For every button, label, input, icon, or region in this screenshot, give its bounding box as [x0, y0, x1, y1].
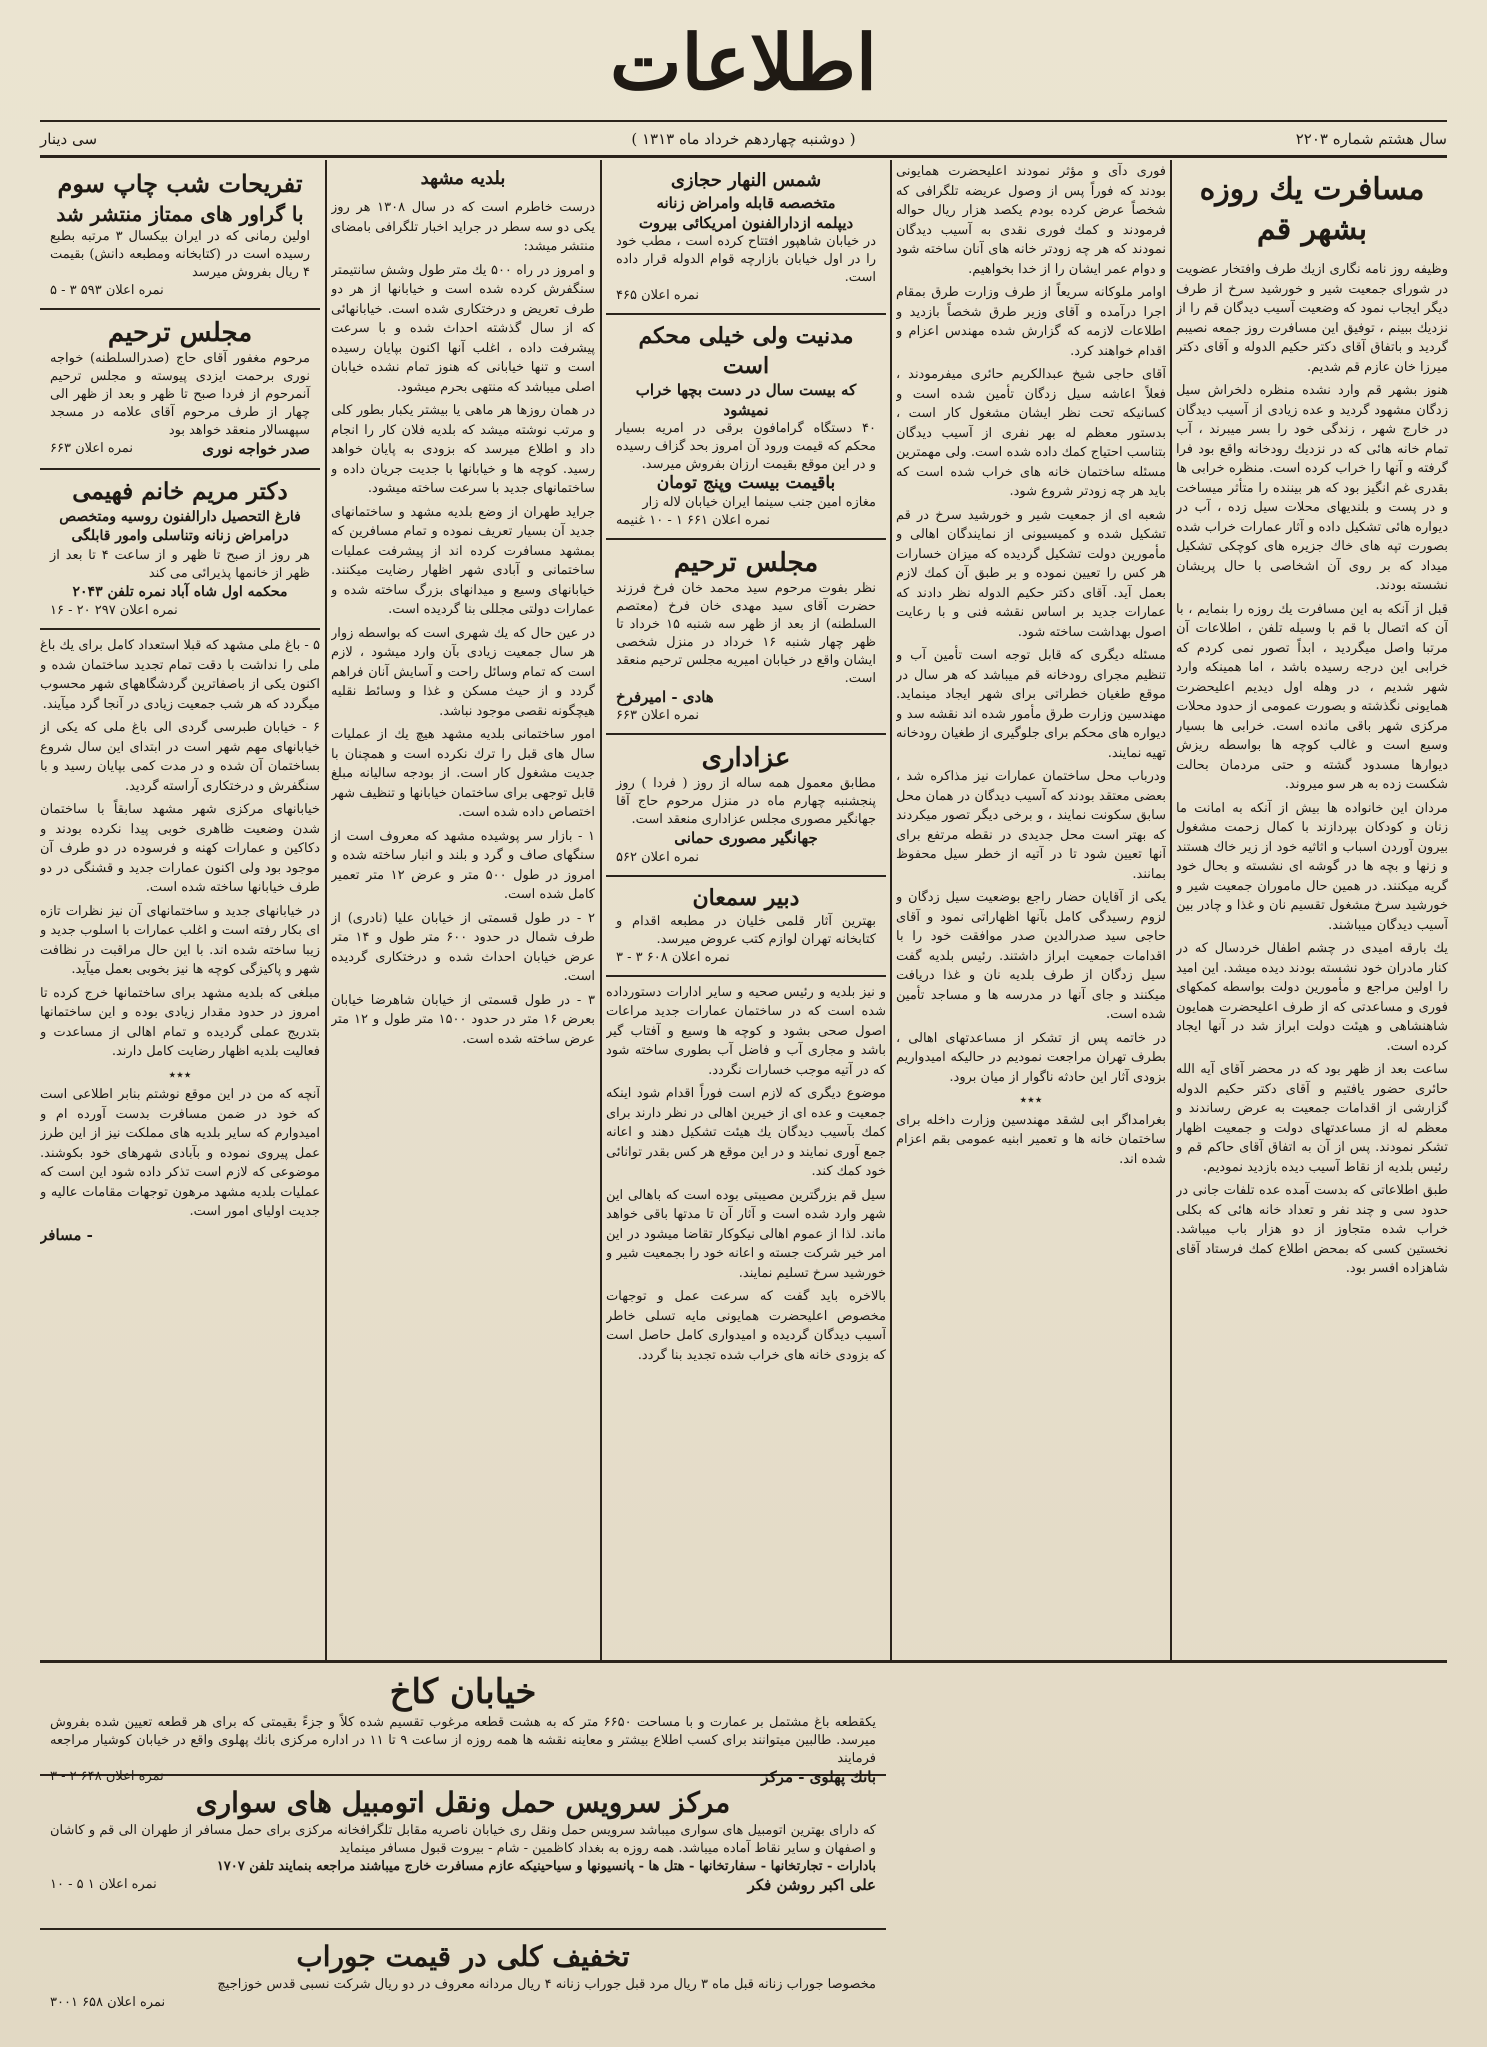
ad-number: نمره اعلان ۶۶۳ [50, 441, 134, 456]
ad-doctor [40, 470, 320, 631]
ad-title: مدنیت ولی خیلی محکم است [638, 323, 854, 379]
article-paragraph: ۳ - در طول قسمتی از خیابان شاهرضا خیابان بعرض ۱۶ متر در حدود ۱۵۰۰ متر طول و ۱۲ متر عرض ساخته شده است. [331, 992, 595, 1047]
section-separator: ٭٭٭ [168, 1066, 192, 1083]
ad-title: عزاداری [701, 743, 791, 773]
ad-title: خیابان کاخ [389, 1672, 537, 1712]
article-paragraph: مبلغی که بلدیه مشهد برای ساختمانها خرج کرده تا امروز در حدود مقدار زیادی بوده و این ساختمانها بتدریج عملی گردیده و تمام اهالی از مساعدت و فعالیت بلدیه اظهار رضایت کامل دارند. [40, 985, 320, 1059]
rule-bottom-ads [40, 1660, 1447, 1663]
ad-number: نمره اعلان ۶۰۸ ۳ - ۳ [616, 949, 730, 965]
dateline [40, 130, 1447, 154]
ad-body: هر روز از صبح تا ظهر و از ساعت ۴ تا بعد از ظهر از خانمها پذیرائی می کند [50, 547, 310, 581]
ad-title: مجلس ترحیم [673, 547, 819, 578]
ad-signature: هادی - امیرفرخ [616, 687, 714, 706]
article-paragraph: اوامر ملوکانه سریعاً از طرف وزارت طرق بمقام اجرا درآمده و آقای وزیر طرق شخصاً بازدید و اطلاعات لازمه که گزارش شده مهندس اعزام و اقدام خواهند کرد. [896, 285, 1166, 359]
ad-subtitle: که بیست سال در دست بچها خراب نمیشود [635, 381, 857, 419]
article-paragraph: ۶ - خیابان طبرسی گردی الی باغ ملی که یکی از خیابانهای مهم شهر است در ابتدای این سال شروع بساختمان آن شده و در مدت کمی بپایان رسید و با سنگفرش و درختکاری آراسته گردید. [40, 720, 320, 794]
ad-car-service [40, 1780, 886, 1930]
ad-number: نمره اعلان ۲۹۷ ۲۰ - ۱۶ [50, 603, 178, 618]
article-paragraph: ۲ - در طول قسمتی از خیابان علیا (نادری) از طرف شمال در حدود ۶۰۰ متر طول و ۱۴ متر عرض خیابان احداث شده و درختکاری گردیده است. [331, 910, 595, 984]
ad-line: دیپلمه ازدارالفنون امریکائی بیروت [638, 213, 854, 232]
article-paragraph: آقای حاجی شیخ عبدالکریم حائری میفرمودند ، فعلاً اعاشه سیل زدگان تأمین شده است و کسانیکه تحت نظر ایشان مشغول کار است ، بدستور معظم له بهر نفری از آسیب دیدگان بتناسب احتیاج کمك داده شده است. ولی مهمترین مسئله ساختمان خانه های خراب شده است که باید هر چه زودتر شروع شود. [896, 367, 1166, 499]
ad-body: بهترین آثار قلمی خلیان در مطبعه اقدام و کتابخانه تهران لوازم کتب عروض میرسد. [616, 913, 876, 947]
ad-body: مطابق معمول همه ساله از روز ( فردا ) روز پنجشنبه چهارم ماه در منزل مرحوم حاج آقا جهانگیر مصوری مجلس عزاداری منعقد است. [616, 776, 876, 827]
ad-socks [40, 1934, 886, 2034]
ad-subtitle: با گراور های ممتاز منتشر شد [56, 202, 304, 226]
article-title: بلدیه مشهد [420, 168, 506, 189]
ad-address: محکمه اول شاه آباد نمره تلفن ۲۰۴۳ [72, 583, 288, 600]
article-paragraph: قبل از آنکه به این مسافرت یك روزه را بنمایم ، با آن که اتصال با قم با وسیله تلفن ، اطلاعات آن مرتبا واصل میگردید ، ابداً تصور نمی کردم که خرابی این درجه رسیده باشد ، اما همینکه وارد شهر شدیم ، در وهله اول دیدیم اعلیحضرت همایونی نگذشته و بصورت عمومی از حدود محلات مرکزی شهر باقی مانده است. خرابی ها بسیار وسیع است و غالب کوچه ها بواسطه ریزش دیوارها مسدود گشته و حتی مردمان بحالت شکست زده به هر سو میروند. [1176, 601, 1448, 792]
rule-top [40, 120, 1447, 122]
column-lead-continued [896, 162, 1166, 1657]
ad-memorial-khajenouri [40, 310, 320, 470]
ad-memorial-farrokh [606, 540, 886, 736]
article-paragraph: موضوع دیگری که لازم است فوراً اقدام شود اینکه جمعیت و عده ای از خیرین اهالی در نظر دارند برای کمك بآسیب دیدگان یك هیئت تشکیل دهند و اعانه جمع آوری نمایند و در این موقع هر کس بقدر توانائی خود کمك کند. [606, 1086, 886, 1179]
column-rule [600, 160, 602, 1660]
article-paragraph: وظیفه روز نامه نگاری ازیك طرف وافتخار عضویت در شورای جمعیت شیر و خورشید سرخ از طرف دیگر ایجاب نمود که وضعیت آسیب دیدگان قم را از نزدیك ببینم ، توفیق این مسافرت روز جمعه نصیبم گردید و باتفاق آقای دکتر حکیم الدوله و آقای دکتر میرزا خان عازم قم شدیم. [1176, 262, 1448, 375]
article-paragraph: در همان روزها هر ماهی یا بیشتر یکبار بطور کلی و مرتب نوشته میشد که بلدیه فلان کار را انجام داد و اطلاع میرسد که بزودی به پایان خواهد رسید. کوچه ها و خیابانها با جدیت جریان داده و ساختمانهای جدید با سرعت ساخته میشود. [331, 403, 595, 496]
article-paragraph: مسئله دیگری که قابل توجه است تأمین آب و تنظیم مجرای رودخانه قم میباشد که هر سال در موقع طغیان خطراتی برای شهر ایجاد مینماید. مهندسین وزارت طرق مأمور شده اند نقشه سد و دیواره های محکم برای جلوگیری از طغیان رودخانه تهیه نمایند. [896, 648, 1166, 761]
article-paragraph: سیل قم بزرگترین مصیبتی بوده است که باهالی این شهر وارد شده است و آثار آن تا مدتها باقی خواهد ماند. لذا از عموم اهالی نیکوکار تقاضا میشود در این امر خیر شرکت جسته و اعانه خود را بجمعیت شیر و خورشید سرخ تسلیم نمایند. [606, 1187, 886, 1281]
ad-kakh-street [40, 1666, 886, 1786]
ad-body: اولین رمانی که در ایران بیکسال ۳ مرتبه بطبع رسیده است در (کتابخانه ومطبعه دانش) بقیمت ۴ ریال بفروش میرسد [50, 229, 310, 280]
article-paragraph: امور ساختمانی بلدیه مشهد هیچ یك از عملیات سال های قبل را ترك نکرده است و همچنان با جدیت مشغول کار است. از بودجه سالیانه مبلغ قابل توجهی برای ساختمان خیابانها و تنظیف شهر اختصاص داده شده است. [331, 727, 595, 820]
article-paragraph: خیابانهای مرکزی شهر مشهد سابقاً با ساختمان شدن وضعیت ظاهری خوبی پیدا نکرده بودند و دکاکین و عمارات کهنه و فرسوده در دو طرف آن موجود بود ولی اکنون عمارات جدید و قشنگی در دو طرف خیابانها ساخته شده است. [40, 802, 320, 895]
article-paragraph: ساعت بعد از ظهر بود که در محضر آقای آیه الله حائری حضور یافتیم و آقای دکتر حکیم الدوله گزارشی از اقدامات جمعیت به عرض رساندند و معظم له از مساعدتهای دولت و جمعیت اظهار تشکر نمودند. پس از آن به اتفاق آقای حاکم قم و رئیس بلدیه از نقاط آسیب دیده بازدید نمودیم. [1176, 1062, 1448, 1175]
column-ads-middle [606, 162, 886, 1657]
ad-body: در خیابان شاهپور افتتاح کرده است ، مطب خود را در اول خیابان بازارچه قوام الدوله قرار داده است. [616, 234, 876, 285]
ad-line: درامراض زنانه وتناسلی وامور قابلگی [71, 528, 289, 544]
ad-gramophone [606, 315, 886, 540]
ad-body: ۴۰ دستگاه گرامافون برقی در امریه بسیار محکم که قیمت ورود آن امروز بحد گزاف رسیده و در این موقع بقیمت ارزان بفروش میرسد. [616, 421, 876, 472]
ad-number: نمره اعلان ۶۵۸ ۳۰۰۱ [50, 1995, 166, 2010]
article-paragraph: ودرباب محل ساختمان عمارات نیز مذاکره شد ، بعضی معتقد بودند که آسیب دیدگان در همان محل سابق سکونت نمایند ، و برخی دیگر تصور میکردند که بهتر است محل جدیدی در نقطه مرتفع برای آنها تعیین شود تا در آتیه از خطر سیل محفوظ بمانند. [896, 769, 1166, 882]
ad-body: مرحوم مغفور آقای حاج (صدرالسلطنه) خواجه نوری برحمت ایزدی پیوسته و مجلس ترحیم آنمرحوم از فردا صبح تا ظهر و بعد از ظهر الی چهار از طرف مرحوم آقای علامه در مسجد سپهسالار منعقد خواهد بود [50, 351, 310, 438]
article-paragraph: و امروز در راه ۵۰۰ یك متر طول وشش سانتیمتر سنگفرش کرده شده است و خیابانها از هر دو طرف تعریض و درختکاری شده است. خیابانهائی که از سال گذشته احداث شده و با سرعت پیشرفت داده ، اغلب آنها اکنون بپایان رسیده است و تنها خیابانی که هنوز تمام نشده خیابان اصلی میباشد که منتهی بحرم میشود. [331, 262, 595, 395]
article-paragraph: بالاخره باید گفت که سرعت عمل و توجهات مخصوص اعلیحضرت همایونی مایه تسلی خاطر آسیب دیدگان گردیده و امیدواری کامل حاصل است که بزودی خانه های خراب شده تجدید بنا گردد. [606, 1289, 886, 1363]
ad-title: دبیر سمعان [692, 884, 800, 911]
issue-date: ( دوشنبه چهاردهم خرداد ماه ۱۳۱۳ ) [631, 130, 856, 148]
article-paragraph: مردان این خانواده ها بیش از آنکه به امانت ما زنان و کودکان بپردازند با کمال زحمت مشغول بیرون آوردن اسباب و اثاثیه خود از زیر خاك هستند و زنها و بچه ها در گوشه ای نشسته و بحال خود گریه میکنند. در همین حال ماموران جمعیت شیر و خورشید سرخ مشغول تقسیم نان و غذا و چادر بین آسیب دیدگان میباشند. [1176, 800, 1448, 933]
article-paragraph: یکی از آقایان حضار راجع بوضعیت سیل زدگان و لزوم رسیدگی کامل بآنها اظهاراتی نمود و آقای حاجی سید صدرالدین صدر موافقت خود را با اقدامات جمعیت ابراز داشتند. رئیس بلدیه گفت سیل زدگان از طرف بلدیه نان و غذا دریافت میکنند و جای آنها در مدرسه ها و مساجد تأمین شده است. [896, 890, 1166, 1022]
ad-novel [40, 162, 320, 310]
ad-book [606, 877, 886, 977]
article-paragraph: ۵ - باغ ملی مشهد که قبلا استعداد کامل برای یك باغ ملی را نداشت با دقت تمام تجدید ساختمان شده و اکنون یکی از باصفاترین گردشگاههای شهر محسوب میگردد که هر شب جمعیت زیادی در آنجا گرد میآیند. [40, 638, 320, 712]
ad-number: نمره اعلان ۱ ۵ - ۱۰ [50, 1877, 157, 1892]
ad-number: نمره اعلان ۶۶۳ [616, 708, 700, 723]
ad-shop: مغازه امین جنب سینما ایران خیابان لاله زار [642, 494, 876, 510]
column-mashhad-municipality [331, 162, 595, 1657]
article-paragraph: آنچه که من در این موقع نوشتم بنابر اطلاعی است که خود در ضمن مسافرت بدست آورده ام و امیدوارم که سایر بلدیه های مملکت نیز از این طرز عمل پیروی نموده و بآبادی شهرهای خود بکوشند. موضوعی که لازم است تذکر داده شود این است که عملیات بلدیه مشهد مرهون توجهات مقامات عالیه و جدیت اولیای امور است. [40, 1087, 320, 1219]
ad-signature: علی اکبر روشن فکر [747, 1876, 876, 1894]
ad-number: نمره اعلان ۶۶۱ ۱ - ۱۰ غنیمه [616, 512, 771, 528]
rule-header [40, 155, 1447, 158]
ad-signature: جهانگیر مصوری حمانی [674, 829, 818, 847]
article-paragraph: یك بارقه امیدی در چشم اطفال خردسال که در کنار مادران خود نشسته بودند دیده میشد. این امید را اولین مراجع و مأمورین دولت بواسطه کمکهای فوری و مساعدتی که از طرف اعلیحضرت همایون شاهنشاهی و هیئت دولت ابراز شد در آنها ایجاد کرده است. [1176, 941, 1448, 1054]
ad-body: یکقطعه باغ مشتمل بر عمارت و با مساحت ۶۶۵۰ متر که به هشت قطعه مرغوب تقسیم شده کلاً و جزءً بقیمتی که برای هر قطعه تعیین شده بفروش میرسد. طالبین میتوانند برای کسب اطلاع بیشتر و معاینه نقشه ها همه روزه از ساعت ۹ تا ۱۱ در اداره مرکزی بانك پهلوی واقع در خیابان کوشیار مراجعه فرمایند [50, 1715, 877, 1766]
column-rule [325, 160, 327, 1660]
article-paragraph: ۱ - بازار سر پوشیده مشهد که معروف است از سنگهای صاف و گرد و بلند و انبار ساخته شده و امروز در طول ۵۰۰ متر و عرض ۱۲ متر تعمیر کامل شده است. [331, 828, 595, 902]
ad-signature: صدر خواجه نوری [202, 440, 310, 458]
article-paragraph: در خاتمه پس از تشکر از مساعدتهای اهالی ، بطرف تهران مراجعت نمودیم در حالیکه امیدواریم بزودی آثار این حادثه ناگوار از میان برود. [896, 1030, 1166, 1085]
ad-title: شمس النهار حجازی [670, 170, 822, 191]
column-ads-left [40, 162, 320, 1657]
issue-number: سال هشتم شماره ۲۲۰۳ [1295, 130, 1447, 148]
section-separator: ٭٭٭ [1019, 1092, 1043, 1108]
ad-title: دکتر مریم خانم فهیمی [72, 477, 288, 505]
ad-price: باقیمت بیست وپنج تومان [656, 473, 836, 493]
ad-number: نمره اعلان ۶۴۸ ۲ - ۳ [50, 1769, 164, 1784]
ad-midwife [606, 162, 886, 315]
ad-line: متخصصه قابله وامراض زنانه [656, 194, 836, 212]
ad-body: نظر بفوت مرحوم سید محمد خان فرخ فرزند حضرت آقای سید مهدی خان فرخ (معتصم السلطنه) از بعد از ظهر سه شنبه ۱۵ خرداد تا ظهر چهار شنبه ۱۶ خرداد در منزل شخصی ایشان واقع در خیابان امیریه مجلس ترحیم منعقد است. [616, 580, 876, 686]
column-lead-article [1176, 162, 1448, 1657]
article-paragraph: جراید طهران از وضع بلدیه مشهد و ساختمانهای جدید آن بسیار تعریف نموده و تمام مسافرین که بمشهد مسافرت کرده اند از پیشرفت عملیات ساختمانی و آبادی شهر اظهار رضایت میکنند. خیابانهای وسیع و میدانهای بزرگ ساخته شده و عمارات دولتی مجللی بنا گردیده است. [331, 504, 595, 617]
ad-line: فارغ التحصیل دارالفنون روسیه ومتخصص [59, 508, 301, 525]
masthead-title: اطلاعات [609, 18, 877, 107]
article-paragraph: هنوز بشهر قم وارد نشده منظره دلخراش سیل زدگان مشهود گردید و عده زیادی از آسیب دیدگان در خارج شهر ، زندگی خود را بسر میبرند ، آب تمام خانه هائی که در نزدیك رودخانه واقع بود فرا گرفته و آنها را خراب کرده است. منظره خرابی ها بقدری غم انگیز بود که هر بیننده را متأثر میساخت و در پست و بلندیهای محلات سیل زده ، آب در دیواره هائی تشکیل داده و آثار عمارات خراب شده بصورت تپه های خاك جزیره های کوچکی تشکیل میداد که بر روی آن اشخاصی با حال پریشان نشسته بودند. [1176, 383, 1448, 593]
ad-number: نمره اعلان ۴۶۵ [616, 288, 700, 303]
lead-headline: مسافرت یك روزه بشهر قم [1199, 172, 1425, 247]
ad-signature: بانك پهلوی - مرکز [761, 1768, 876, 1786]
ad-title: مجلس ترحیم [107, 318, 253, 348]
article-paragraph: بغرامداگر ابی لشقد مهندسین وزارت داخله برای ساختمان خانه ها و تعمیر ابنیه عمومی بقم اعزام شده اند. [896, 1112, 1166, 1167]
ad-body: که دارای بهترین اتومبیل های سواری میباشد سرویس حمل ونقل ری خیابان ناصریه مقابل تلگرافخانه مرکزی برای حمل مسافر از طهران الی قم و کاشان و اصفهان و سایر نقاط آماده میباشد. همه روزه به بغداد کاظمین - شام - بیروت قبول مسافر مینماید [50, 1823, 876, 1856]
ad-line: بادارات - تجارتخانها - سفارتخانها - هتل ها - پانسیونها و سیاحینیکه عازم مسافرت خارج میباشند مراجعه بنمایند تلفن ۱۷۰۷ [216, 1859, 876, 1874]
ad-mourning [606, 735, 886, 877]
ad-number: نمره اعلان ۵۶۲ [616, 849, 700, 865]
ad-number: نمره اعلان ۵۹۳ ۳ - ۵ [50, 283, 164, 298]
column-rule [1170, 160, 1172, 1660]
article-paragraph: فوری دآی و مؤثر نمودند اعلیحضرت همایونی بودند که فوراً پس از وصول عریضه تلگرافی که شخصاً عرض کرده بودم یکصد هزار ریال حواله فرمودند و کمك فوری نقدی به آسیب دیدگان نمودند که هر چه زودتر خانه های آنان ساخته شود و دوام عمر ایشان را از خدا بخواهیم. [896, 164, 1166, 277]
article-paragraph: در خیابانهای جدید و ساختمانهای آن نیز نظرات تازه ای بکار رفته است و اغلب عمارات با اسلوب جدید و زیبا ساخته شده اند. با این حال مراقبت در نظافت شهر و پاکیزگی کوچه ها نیز بخوبی بعمل میآید. [40, 903, 320, 977]
ad-title: تفریحات شب چاپ سوم [57, 169, 303, 198]
ad-footer [50, 1876, 876, 1894]
ad-body: مخصوصا جوراب زنانه قبل ماه ۳ ریال مرد قبل جوراب زنانه ۴ ریال مردانه معروف در دو ریال شرکت نسبی قدس خوزاجیچ [217, 1977, 876, 1992]
ad-footer [50, 440, 310, 460]
article-paragraph: طبق اطلاعاتی که بدست آمده عده تلفات جانی در حدود سی و چند نفر و تعداد خانه هائی که بکلی خراب شده متجاوز از دو هزار باب میباشد. نخستین کسی که بمحض اطلاع کمك فرستاد آقای شاهزاده افسر بود. [1176, 1183, 1448, 1276]
ad-title: تخفیف کلی در قیمت جوراب [296, 1940, 630, 1973]
article-signature: - مسافر [40, 1225, 93, 1244]
column-rule [890, 160, 892, 1660]
issue-price: سی دینار [40, 130, 98, 148]
article-paragraph: درست خاطرم است که در سال ۱۳۰۸ هر روز یکی دو سه سطر در جراید اخبار تلگرافی بامضای منتشر میشد: [331, 200, 595, 254]
ad-title: مرکز سرویس حمل ونقل اتومبیل های سواری [195, 1786, 731, 1819]
article-paragraph: و نیز بلدیه و رئیس صحیه و سایر ادارات دستورداده شده است که در ساختمان عمارات جدید مراعات اصول صحی بشود و کوچه ها وسیع و آفتاب گیر باشد و مجاری آب و فاضل آب بطوری ساخته شود که در آتیه موجب خسارات نگردد. [606, 984, 886, 1078]
article-paragraph: شعبه ای از جمعیت شیر و خورشید سرخ در قم تشکیل شده و کمیسیونی از نمایندگان اهالی و مأمورین دولت تشکیل گردیده که میزان خسارات هر کس را تعیین نموده و بر طبق آن کمك لازم بعمل آید. آقای دکتر حکیم الدوله نظر دادند که عمارات جدید بر اساس نقشه فنی و با رعایت اصول بهداشت ساخته شود. [896, 507, 1166, 640]
article-paragraph: در عین حال که یك شهری است که بواسطه زوار هر سال جمعیت زیادی بآن وارد میشود ، لازم است که تمام وسائل راحت و آسایش آنان فراهم گردد و از حیث مسکن و غذا و وسائط نقلیه هیچگونه نقصی موجود نباشد. [331, 625, 595, 719]
